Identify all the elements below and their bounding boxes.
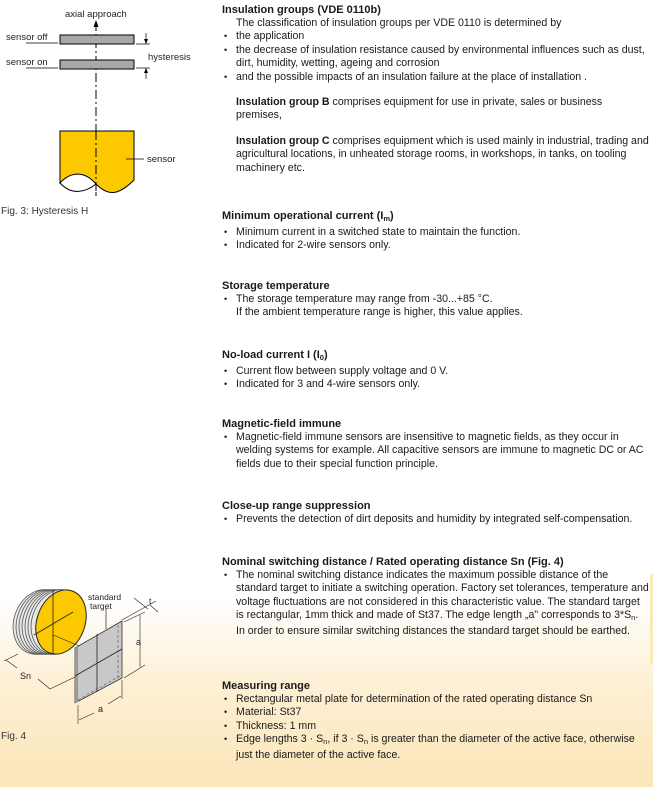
list-item: • Thickness: 1 mm bbox=[222, 720, 650, 733]
nominal-text-2: . In order to ensure similar switching distances the standard target should be earthed. bbox=[236, 609, 639, 637]
group-b-label: Insulation group B bbox=[236, 96, 330, 109]
standard-target-label-1: standard bbox=[88, 592, 122, 602]
section-storage-temperature bbox=[222, 279, 650, 320]
sn-label: Sn bbox=[20, 671, 32, 681]
heading-no-load-current bbox=[222, 348, 650, 365]
heading-subscript: m bbox=[383, 214, 391, 223]
heading-close-up-range: Close-up range suppression bbox=[222, 500, 371, 512]
heading-text: No-load current I (I bbox=[222, 349, 320, 361]
group-c-text: comprises equipment which is used mainly in industrial, trading and agricultural locations, in unheated storage rooms, in workshops, in tanks, on tooling machinery etc. bbox=[236, 134, 649, 174]
section-insulation-groups bbox=[222, 3, 650, 175]
heading-end: ) bbox=[323, 349, 328, 361]
heading-end: ) bbox=[390, 210, 394, 222]
list-item: • The storage temperature may range from -30...+85 °C. bbox=[222, 293, 650, 306]
list-item: • the decrease of insulation resistance caused by environmental influences such as dust, dirt, humidity, wetting, ageing and corrosion bbox=[222, 44, 650, 71]
figure-hysteresis bbox=[0, 0, 220, 205]
thickness-label: t bbox=[149, 596, 152, 606]
edge-a-vertical-label: a bbox=[136, 637, 142, 647]
edge-text-b: , if 3 · S bbox=[327, 733, 364, 746]
insulation-intro: The classification of insulation groups per VDE 0110 is determined by bbox=[236, 17, 562, 29]
list-item: • the application bbox=[222, 30, 650, 43]
heading-nominal-switching-distance: Nominal switching distance / Rated operating distance Sn (Fig. 4) bbox=[222, 556, 564, 568]
section-measuring-range bbox=[222, 679, 650, 762]
section-minimum-current bbox=[222, 209, 650, 253]
list-item bbox=[222, 569, 650, 638]
section-close-up-range bbox=[222, 499, 650, 526]
hysteresis-diagram bbox=[0, 0, 220, 205]
storage-continuation: If the ambient temperature range is higher, this value applies. bbox=[236, 306, 523, 319]
list-item: • Indicated for 2-wire sensors only. bbox=[222, 239, 650, 252]
edge-subscript-2: n bbox=[363, 737, 369, 747]
list-item: • and the possible impacts of an insulation failure at the place of installation . bbox=[222, 71, 650, 84]
figure3-caption: Fig. 3: Hysteresis H bbox=[1, 206, 89, 217]
figure4-caption: Fig. 4 bbox=[1, 731, 27, 742]
list-item: • Magnetic-field immune sensors are insensitive to magnetic fields, as they occur in welding systems for example. All capacitive sensors are immune to magnetic DC or AC fields due to their special function principle. bbox=[222, 431, 650, 471]
heading-insulation-groups: Insulation groups (VDE 0110b) bbox=[222, 4, 381, 16]
list-item: • Material: St37 bbox=[222, 706, 650, 719]
list-item: • Prevents the detection of dirt deposits and humidity by integrated self-compensation. bbox=[222, 513, 650, 526]
standard-target-label-2: target bbox=[90, 601, 112, 611]
section-no-load-current bbox=[222, 348, 650, 392]
sensor-label: sensor bbox=[147, 154, 176, 165]
list-item: • Indicated for 3 and 4-wire sensors only. bbox=[222, 378, 650, 391]
edge-a-horizontal-label: a bbox=[98, 704, 104, 714]
edge-text-c: is greater than the diameter of the active face, otherwise just the diameter of the active face. bbox=[236, 733, 635, 761]
heading-text: Minimum operational current (I bbox=[222, 210, 384, 222]
heading-measuring-range: Measuring range bbox=[222, 680, 311, 692]
heading-subscript: 0 bbox=[319, 353, 324, 362]
sensor-off-label: sensor off bbox=[6, 32, 48, 43]
list-item: • Rectangular metal plate for determination of the rated operating distance Sn bbox=[222, 693, 650, 706]
heading-magnetic-field-immune: Magnetic-field immune bbox=[222, 418, 342, 430]
heading-storage-temperature: Storage temperature bbox=[222, 280, 330, 292]
edge-text-a: Edge lengths 3 · S bbox=[236, 733, 324, 746]
figure-standard-target bbox=[0, 550, 220, 730]
sensor-on-label: sensor on bbox=[6, 57, 48, 68]
nominal-text-1: The nominal switching distance indicates the maximum possible distance of the standard target to initiate a switching operation. Factory set tolerances, temperature and voltage fluctuations are not considered in this characteristic value. The standard target is rectangular, 1mm thick and made of St37. The edge length „a" corresponds to 3*S bbox=[236, 569, 649, 622]
section-magnetic-field-immune bbox=[222, 417, 650, 471]
list-item bbox=[222, 733, 650, 762]
group-c-label: Insulation group C bbox=[236, 134, 330, 147]
hysteresis-label: hysteresis bbox=[148, 52, 191, 63]
edge-subscript-1: n bbox=[323, 737, 328, 747]
axial-approach-label: axial approach bbox=[65, 9, 127, 20]
standard-target-diagram bbox=[0, 550, 220, 730]
insulation-group-b bbox=[222, 96, 650, 123]
insulation-group-c bbox=[222, 135, 650, 175]
insulation-bullet-list bbox=[222, 30, 650, 84]
group-b-text: comprises equipment for use in private, sales or business premises, bbox=[236, 96, 603, 122]
list-item: • Minimum current in a switched state to maintain the function. bbox=[222, 226, 650, 239]
heading-minimum-current bbox=[222, 209, 650, 226]
section-nominal-switching-distance bbox=[222, 555, 650, 638]
nominal-subscript: n bbox=[631, 613, 636, 623]
list-item: • Current flow between supply voltage and 0 V. bbox=[222, 365, 650, 378]
